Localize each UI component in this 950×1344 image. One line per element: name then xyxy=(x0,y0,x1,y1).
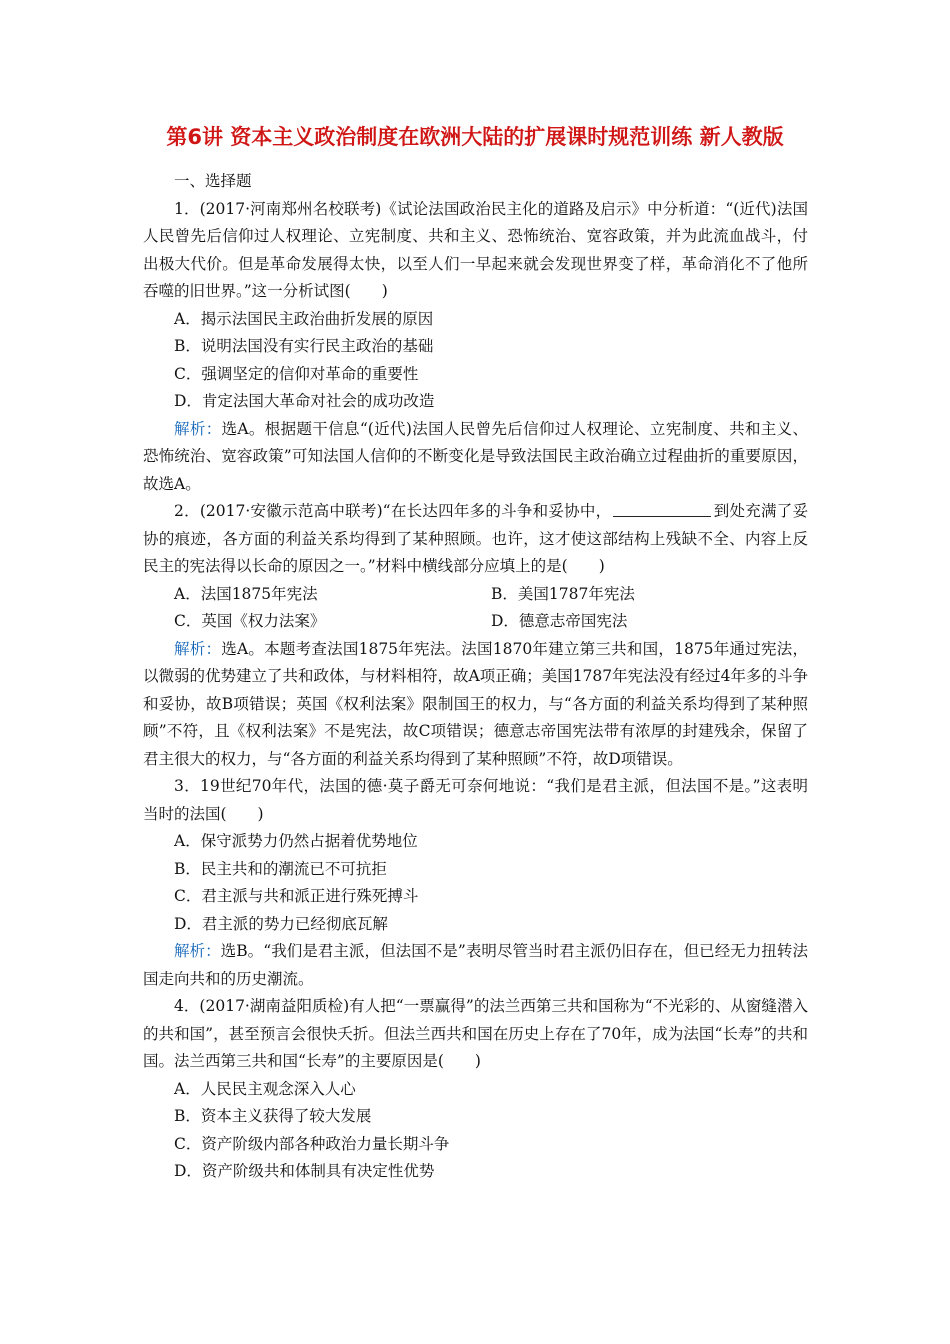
question-2-analysis xyxy=(143,636,808,774)
question-3-option-d: D．君主派的势力已经彻底瓦解 xyxy=(174,914,388,933)
question-1-analysis xyxy=(143,416,808,499)
question-2-option-a: A．法国1875年宪法 xyxy=(174,584,318,603)
question-2-option-b: B．美国1787年宪法 xyxy=(491,584,635,603)
question-3-stem: 3．19世纪70年代，法国的德·莫子爵无可奈何地说：“我们是君主派，但法国不是。”这表明当时的法国( ) xyxy=(143,777,808,823)
question-2-option-d: D．德意志帝国宪法 xyxy=(491,612,628,630)
question-1-option-b: B．说明法国没有实行民主政治的基础 xyxy=(174,337,434,355)
question-4-option-c: C．资产阶级内部各种政治力量长期斗争 xyxy=(174,1134,450,1153)
question-2-options-row-2 xyxy=(143,608,808,636)
document-body xyxy=(143,168,808,1186)
question-2-stem xyxy=(143,498,808,581)
question-4-option-b: B．资本主义获得了较大发展 xyxy=(174,1107,372,1125)
question-1-option-d: D．肯定法国大革命对社会的成功改造 xyxy=(174,392,435,410)
question-3-option-b: B．民主共和的潮流已不可抗拒 xyxy=(174,859,387,878)
question-1-analysis-text: 选A。根据题干信息“(近代)法国人民曾先后信仰过人权理论、立宪制度、共和主义、恐怖统治、宽容政策”可知法国人信仰的不断变化是导致法国民主政治确立过程曲折的重要原因，故选A。 xyxy=(143,419,808,493)
question-1-stem: 1．(2017·河南郑州名校联考)《试论法国政治民主化的道路及启示》中分析道：“(近代)法国人民曾先后信仰过人权理论、立宪制度、共和主义、恐怖统治、宽容政策，并为此流血战斗，付出极大代价。但是革命发展得太快，以至人们一早起来就会发现世界变了样，革命消化不了他所吞噬的旧世界。”这一分析试图( ) xyxy=(143,199,808,300)
question-4-option-a: A．人民民主观念深入人心 xyxy=(174,1079,356,1098)
fill-in-blank xyxy=(613,502,711,517)
question-2-stem-end: 到处充满了妥协的痕迹，各方面的利益关系均得到了某种照顾。也许，这才使这部结构上残缺不全、内容上反民主的宪法得以长命的原因之一。”材料中横线部分应填上的是( ) xyxy=(143,502,808,575)
question-3-analysis-text: 选B。“我们是君主派，但法国不是”表明尽管当时君主派仍旧存在，但已经无力扭转法国走向共和的历史潮流。 xyxy=(143,942,808,988)
section-heading: 一、选择题 xyxy=(174,172,252,190)
question-2-option-c: C．英国《权力法案》 xyxy=(174,612,326,630)
question-4-option-d: D．资产阶级共和体制具有决定性优势 xyxy=(174,1162,435,1180)
question-3-option-c: C．君主派与共和派正进行殊死搏斗 xyxy=(174,887,419,905)
question-2-stem-start: 2．(2017·安徽示范高中联考)“在长达四年多的斗争和妥协中， xyxy=(174,502,612,520)
question-1-option-a: A．揭示法国民主政治曲折发展的原因 xyxy=(174,309,434,328)
question-3-option-a: A．保守派势力仍然占据着优势地位 xyxy=(174,832,418,850)
analysis-label: 解析： xyxy=(174,639,222,658)
question-4-stem: 4．(2017·湖南益阳质检)有人把“一票赢得”的法兰西第三共和国称为“不光彩的、从窗缝潜入的共和国”，甚至预言会很快夭折。但法兰西共和国在历史上存在了70年，成为法国“长寿”的共和国。法兰西第三共和国“长寿”的主要原因是( ) xyxy=(143,997,808,1070)
question-1-option-c: C．强调坚定的信仰对革命的重要性 xyxy=(174,364,419,383)
question-2-options-row-1 xyxy=(143,581,808,609)
analysis-label: 解析： xyxy=(174,419,222,438)
question-2-analysis-text: 选A。本题考查法国1875年宪法。法国1870年建立第三共和国，1875年通过宪法，以微弱的优势建立了共和政体，与材料相符，故A项正确；美国1787年宪法没有经过4年多的斗争和妥协，故B项错误；英国《权利法案》限制国王的权力，与“各方面的利益关系均得到了某种照顾”不符，且《权利法案》不是宪法，故C项错误；德意志帝国宪法带有浓厚的封建残余，保留了君主很大的权力，与“各方面的利益关系均得到了某种照顾”不符，故D项错误。 xyxy=(143,639,809,768)
analysis-label: 解析： xyxy=(174,942,221,960)
document-title: 第6讲 资本主义政治制度在欧洲大陆的扩展课时规范训练 新人教版 xyxy=(166,125,784,149)
question-3-analysis xyxy=(143,938,808,993)
